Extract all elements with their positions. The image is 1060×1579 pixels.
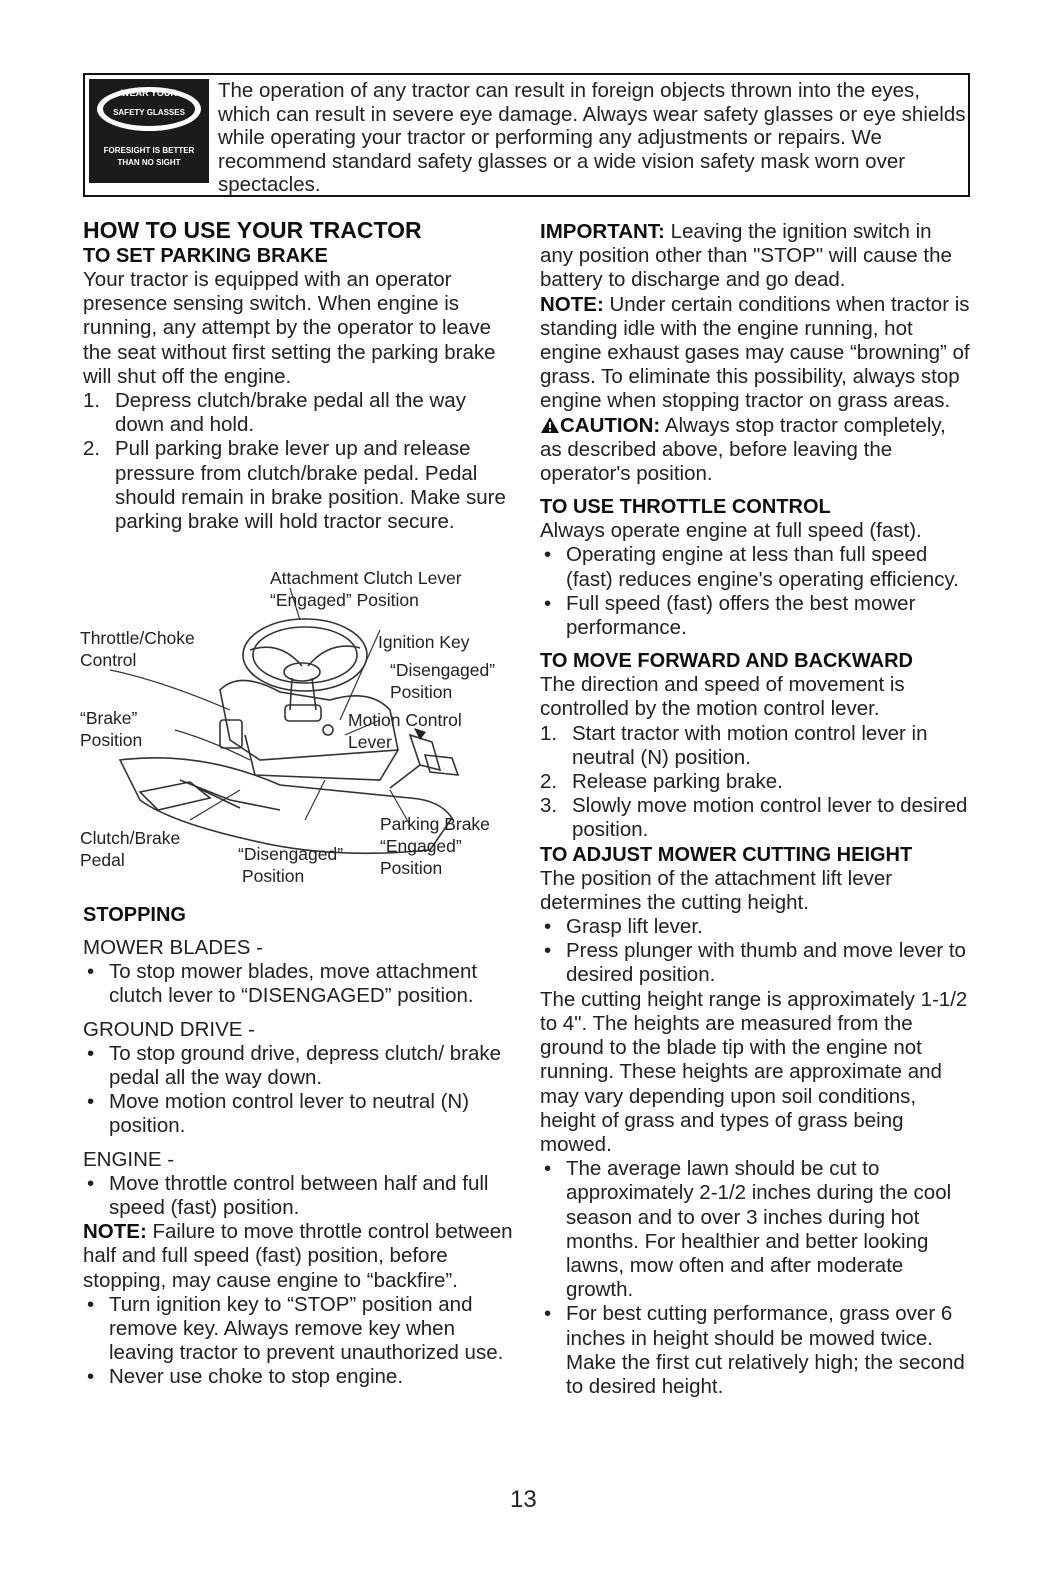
safety-glasses-icon (89, 79, 209, 183)
move-heading: TO MOVE FORWARD AND BACKWARD (540, 650, 913, 673)
step-text: Depress clutch/brake pedal all the way down and hold. (115, 389, 466, 437)
height-list-2 (540, 1157, 970, 1399)
label-attachment-clutch-pos: “Engaged” Position (270, 590, 419, 610)
list-item: • Operating engine at less than full speed (fast) reduces engine's operating efficiency. (540, 543, 970, 591)
list-item: • Turn ignition key to “STOP” position and remove key. Always remove key when leaving tractor to prevent unauthorized use. (83, 1293, 513, 1366)
stopping-heading: STOPPING (83, 904, 186, 926)
label-parking-pos-2: Position (380, 858, 443, 878)
label-parking: Parking Brake (380, 814, 490, 834)
label-ignition: Ignition Key (378, 632, 470, 652)
parking-intro: Your tractor is equipped with an operator presence sensing switch. When engine is running, any attempt by the operator to leave the seat without first setting the parking brake will shut off the engine. (83, 268, 496, 388)
icon-text-safety: SAFETY GLASSES (113, 108, 185, 117)
engine-note (83, 1220, 513, 1293)
label-brake-2: Position (80, 730, 143, 750)
note-text: Under certain conditions when tractor is standing idle with the engine running, hot engine exhaust gases may cause “browning” of grass. To eliminate this possibility, always stop engine when stopping tractor on grass areas. (540, 292, 970, 413)
important-text: Leaving the ignition switch in any position other than "STOP" will cause the battery to discharge and go dead. (540, 220, 952, 292)
height-list (540, 915, 970, 988)
move-steps (540, 722, 970, 843)
note-paragraph (540, 293, 970, 414)
left-column-bottom (83, 903, 513, 1390)
safety-warning-box (83, 73, 970, 197)
icon-text-wear: WEAR YOUR (121, 88, 177, 98)
icon-text-foresight: FORESIGHT IS BETTER (103, 146, 195, 155)
move-intro: The direction and speed of movement is controlled by the motion control lever. (540, 673, 905, 721)
engine-label: ENGINE - (83, 1147, 175, 1171)
label-motion-2: Lever (348, 732, 392, 752)
left-column-top (83, 216, 513, 534)
height-paragraph: The cutting height range is approximately 1-1/2 to 4". The heights are measured from the ground to the blade tip with the engine not running. These heights are approximate and may vary depending upon soil conditions, height of grass and types of grass being mowed. (540, 987, 968, 1156)
throttle-intro: Always operate engine at full speed (fast). (540, 519, 922, 543)
label-motion: Motion Control (348, 710, 462, 730)
list-item: • To stop ground drive, depress clutch/ brake pedal all the way down. (83, 1042, 513, 1090)
section-title: HOW TO USE YOUR TRACTOR (83, 217, 422, 243)
ground-drive-label: GROUND DRIVE - (83, 1017, 255, 1041)
engine-list (83, 1172, 513, 1220)
note-label: NOTE: (540, 292, 604, 316)
note-label: NOTE: (83, 1220, 147, 1244)
step-number: 3. (540, 794, 558, 818)
height-intro: The position of the attachment lift lever determines the cutting height. (540, 866, 893, 914)
list-item (540, 794, 970, 842)
ground-drive-list (83, 1042, 513, 1139)
label-ignition-pos: “Disengaged” (390, 660, 496, 680)
list-item: • The average lawn should be cut to approximately 2-1/2 inches during the cool season and to over 3 inches during hot months. For healthier and better looking lawns, mow often and after moderate growth. (540, 1157, 970, 1302)
label-throttle-2: Control (80, 650, 137, 670)
list-item (540, 722, 970, 770)
step-number: 2. (540, 770, 558, 794)
caution-label: CAUTION: (560, 413, 661, 437)
caution-text: Always stop tractor completely, as described above, before leaving the operator's position. (540, 413, 946, 486)
caution-icon (540, 416, 560, 434)
label-parking-pos: “Engaged” (380, 836, 462, 856)
list-item: • Move motion control lever to neutral (N) position. (83, 1090, 513, 1138)
page-number: 13 (510, 1486, 537, 1513)
list-item: • To stop mower blades, move attachment clutch lever to “DISENGAGED” position. (83, 960, 513, 1008)
list-item: • Full speed (fast) offers the best mower performance. (540, 592, 970, 640)
list-item (83, 389, 513, 437)
throttle-list (540, 543, 970, 640)
step-text: Start tractor with motion control lever in neutral (N) position. (572, 721, 928, 769)
throttle-heading: TO USE THROTTLE CONTROL (540, 496, 831, 519)
label-clutch: Clutch/Brake (80, 828, 181, 848)
step-number: 1. (540, 721, 558, 745)
list-item (83, 437, 513, 534)
warning-text: The operation of any tractor can result in foreign objects thrown into the eyes, which can result in severe eye damage. Always wear safety glasses or eye shields while operating your tractor or performing any adjustments or repairs. We recommend standard safety glasses or a wide vision safety mask worn over spectacles. (218, 79, 966, 196)
important-label: IMPORTANT: (540, 220, 665, 243)
step-number: 2. (83, 437, 101, 461)
note-text: Failure to move throttle control between half and full speed (fast) position, before stopping, may cause engine to “backfire”. (83, 1220, 513, 1292)
label-clutch-2: Pedal (80, 850, 125, 870)
step-number: 1. (83, 389, 101, 413)
step-text: Pull parking brake lever up and release pressure from clutch/brake pedal. Pedal should remain in brake position. Make sure parking brake will hold tractor secure. (115, 437, 506, 534)
parking-steps (83, 389, 513, 534)
step-text: Slowly move motion control lever to desired position. (572, 794, 968, 842)
icon-text-sight: THAN NO SIGHT (117, 158, 181, 167)
final-list (83, 1293, 513, 1390)
height-heading: TO ADJUST MOWER CUTTING HEIGHT (540, 843, 913, 866)
list-item: • Press plunger with thumb and move lever to desired position. (540, 939, 970, 987)
label-disengaged-2: Position (242, 866, 305, 886)
caution-paragraph (540, 414, 970, 487)
label-attachment-clutch: Attachment Clutch Lever (270, 568, 462, 588)
label-ignition-pos-2: Position (390, 682, 453, 702)
important-paragraph (540, 220, 970, 293)
right-column (540, 220, 970, 1399)
list-item: • Move throttle control between half and full speed (fast) position. (83, 1172, 513, 1220)
list-item (540, 770, 970, 794)
list-item: • Never use choke to stop engine. (83, 1365, 513, 1389)
step-text: Release parking brake. (572, 770, 783, 794)
tractor-controls-diagram (80, 560, 520, 890)
label-brake: “Brake” (80, 708, 138, 728)
list-item: • Grasp lift lever. (540, 915, 970, 939)
mower-blades-list (83, 960, 513, 1008)
parking-heading: TO SET PARKING BRAKE (83, 245, 328, 267)
label-disengaged: “Disengaged” (238, 844, 344, 864)
mower-blades-label: MOWER BLADES - (83, 936, 263, 959)
list-item: • For best cutting performance, grass over 6 inches in height should be mowed twice. Make the first cut relatively high; the second to desired height. (540, 1302, 970, 1399)
label-throttle: Throttle/Choke (80, 628, 195, 648)
